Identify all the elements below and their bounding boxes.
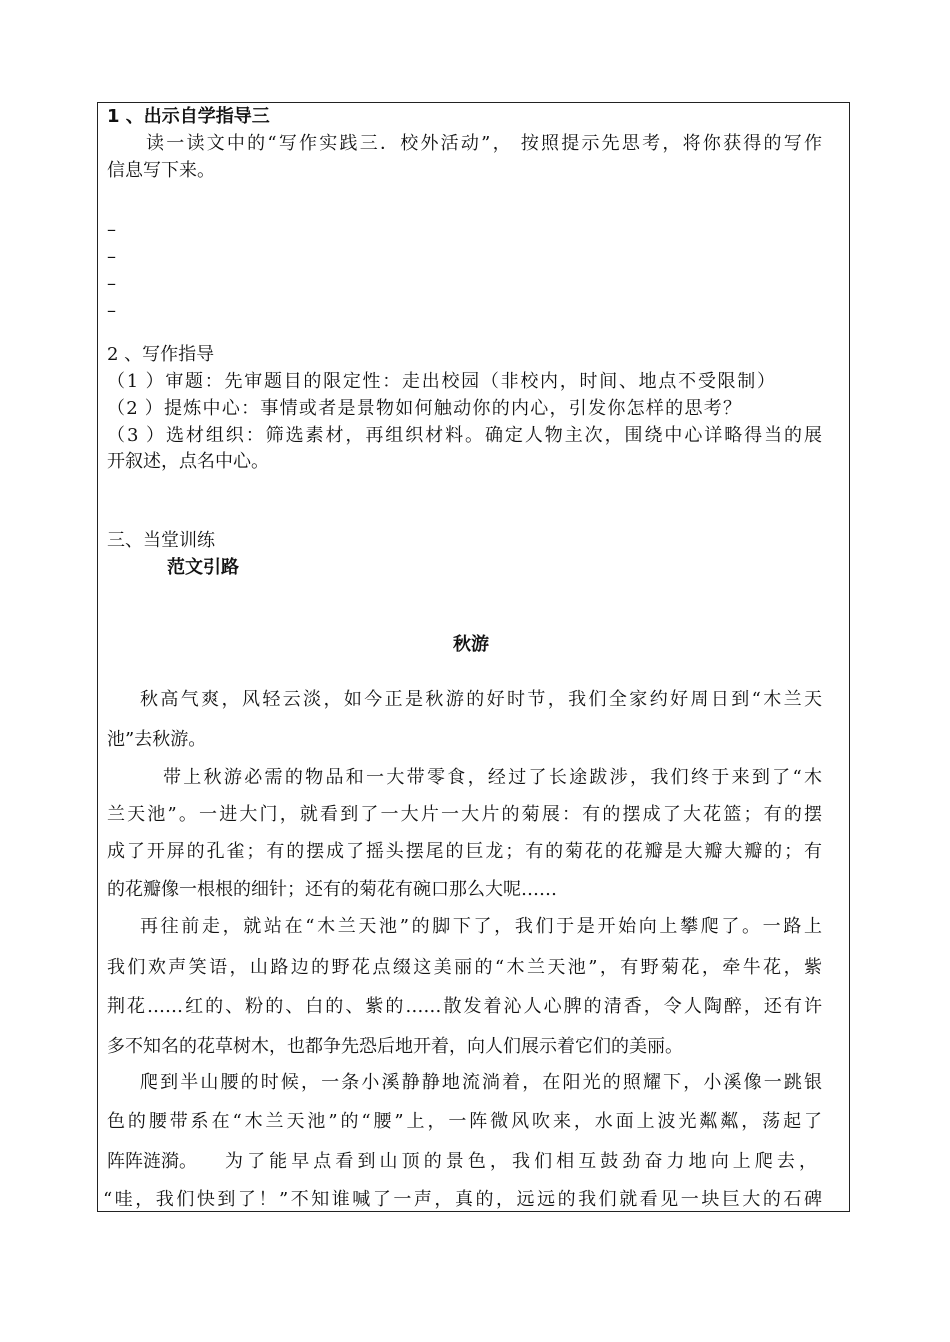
essay-line: 的花瓣像一根根的细针；还有的菊花有碗口那么大呢…… xyxy=(107,879,557,900)
essay-line: 池”去秋游。 xyxy=(107,729,207,750)
essay-line: “哇，我们快到了！”不知谁喊了一声，真的，远远的我们就看见一块巨大的石碑 xyxy=(103,1189,822,1210)
section1-instruction-cont: 信息写下来。 xyxy=(107,160,215,181)
guide-item-3: （3 ）选材组织：筛选素材，再组织材料。确定人物主次，围绕中心详略得当的展 xyxy=(107,425,822,446)
essay-line: 我们欢声笑语，山路边的野花点缀这美丽的“木兰天池”，有野菊花，牵牛花，紫 xyxy=(107,957,822,978)
essay-title: 秋游 xyxy=(453,634,489,655)
essay-line: 多不知名的花草树木，也都争先恐后地开着，向人们展示着它们的美丽。 xyxy=(107,1036,683,1057)
essay-line: 阵阵涟漪。 xyxy=(107,1151,197,1172)
blank-line: – xyxy=(107,246,116,267)
section2-heading: 2 、写作指导 xyxy=(107,344,215,365)
essay-line: 为了能早点看到山顶的景色，我们相互鼓劲奋力地向上爬去， xyxy=(225,1151,817,1172)
section3-heading: 三、当堂训练 xyxy=(107,530,215,551)
guide-item-3-cont: 开叙述，点名中心。 xyxy=(107,451,269,472)
blank-line: – xyxy=(107,300,116,321)
blank-line: – xyxy=(107,219,116,240)
section1-instruction: 读一读文中的“写作实践三．校外活动”， 按照提示先思考，将你获得的写作 xyxy=(146,133,822,154)
blank-line: – xyxy=(107,273,116,294)
section3-subheading: 范文引路 xyxy=(167,557,239,578)
essay-line: 爬到半山腰的时候，一条小溪静静地流淌着，在阳光的照耀下，小溪像一跳银 xyxy=(140,1072,822,1093)
guide-item-1: （1 ）审题：先审题目的限定性：走出校园（非校内，时间、地点不受限制） xyxy=(107,371,775,392)
guide-item-2: （2 ）提炼中心：事情或者是景物如何触动你的内心，引发你怎样的思考？ xyxy=(107,398,741,419)
section1-heading: 1 、出示自学指导三 xyxy=(107,106,270,127)
essay-line: 兰天池”。一进大门，就看到了一大片一大片的菊展：有的摆成了大花篮；有的摆 xyxy=(107,804,822,825)
essay-line: 再往前走，就站在“木兰天池”的脚下了，我们于是开始向上攀爬了。一路上 xyxy=(140,916,822,937)
essay-line: 成了开屏的孔雀；有的摆成了摇头摆尾的巨龙；有的菊花的花瓣是大瓣大瓣的；有 xyxy=(107,841,822,862)
essay-line: 秋高气爽，风轻云淡，如今正是秋游的好时节，我们全家约好周日到“木兰天 xyxy=(140,689,822,710)
essay-line: 荆花……红的、粉的、白的、紫的……散发着沁人心脾的清香，令人陶醉，还有许 xyxy=(107,996,822,1017)
essay-line: 带上秋游必需的物品和一大带零食，经过了长途跋涉，我们终于来到了“木 xyxy=(163,767,822,788)
essay-line: 色的腰带系在“木兰天池”的“腰”上，一阵微风吹来，水面上波光粼粼，荡起了 xyxy=(107,1111,822,1132)
